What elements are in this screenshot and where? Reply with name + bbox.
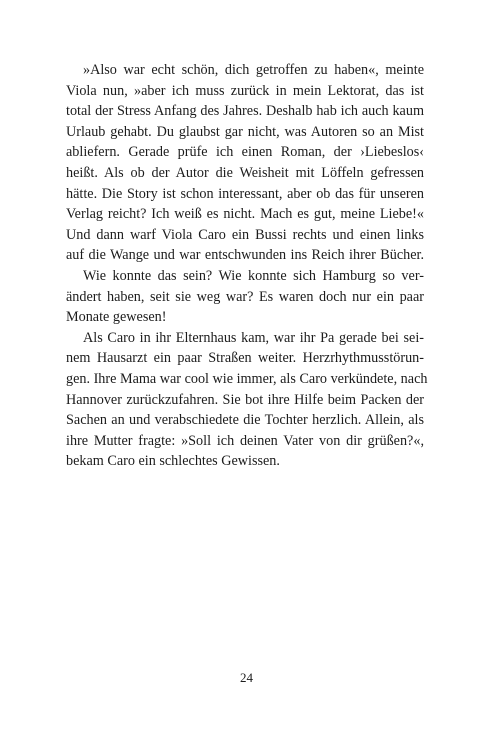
text-line: hätte. Die Story ist schon interessant, aber ob das für unseren	[66, 185, 424, 202]
body-text	[66, 60, 428, 472]
text-line: Wie konnte das sein? Wie konnte sich Hamburg so ver-	[83, 267, 424, 284]
text-line: auf die Wange und war entschwunden ins Reich ihrer Bücher.	[66, 247, 424, 264]
text-line: Als Caro in ihr Elternhaus kam, war ihr Pa gerade bei sei-	[83, 329, 424, 346]
text-line: Urlaub gehabt. Du glaubst gar nicht, was Autoren so an Mist	[66, 123, 424, 140]
text-line: abliefern. Gerade prüfe ich einen Roman, der ›Liebeslos‹	[66, 144, 424, 161]
text-line: total der Stress Anfang des Jahres. Deshalb hab ich auch kaum	[66, 103, 424, 120]
paragraph-1	[66, 60, 424, 266]
text-line: Und dann warf Viola Caro ein Bussi rechts und einen links	[66, 226, 424, 243]
text-line: Viola nun, »aber ich muss zurück in mein Lektorat, das ist	[66, 82, 424, 99]
text-line: »Also war echt schön, dich getroffen zu haben«, meinte	[83, 62, 424, 78]
text-line: Hannover zurückzufahren. Sie bot ihre Hilfe beim Packen der	[66, 391, 424, 408]
text-line: heißt. Als ob der Autor die Weisheit mit Löffeln gefressen	[66, 164, 424, 181]
text-line: Monate gewesen!	[66, 309, 167, 326]
text-line: gen. Ihre Mama war cool wie immer, als Caro verkündete, nach	[66, 370, 428, 387]
text-line: Sachen an und verabschiedete die Tochter herzlich. Allein, als	[66, 412, 424, 429]
paragraph-3	[66, 328, 428, 472]
text-line: nem Hausarzt ein paar Straßen weiter. Herzrhythmusstörun-	[66, 350, 424, 367]
page-number: 24	[240, 670, 253, 685]
text-line: ändert haben, seit sie weg war? Es waren doch nur ein paar	[66, 288, 424, 305]
text-line: bekam Caro ein schlechtes Gewissen.	[66, 453, 280, 470]
text-line: Verlag reicht? Ich weiß es nicht. Mach es gut, meine Liebe!«	[66, 206, 424, 223]
text-line: ihre Mutter fragte: »Soll ich deinen Vater von dir grüßen?«,	[66, 432, 424, 449]
paragraph-2	[66, 266, 424, 328]
